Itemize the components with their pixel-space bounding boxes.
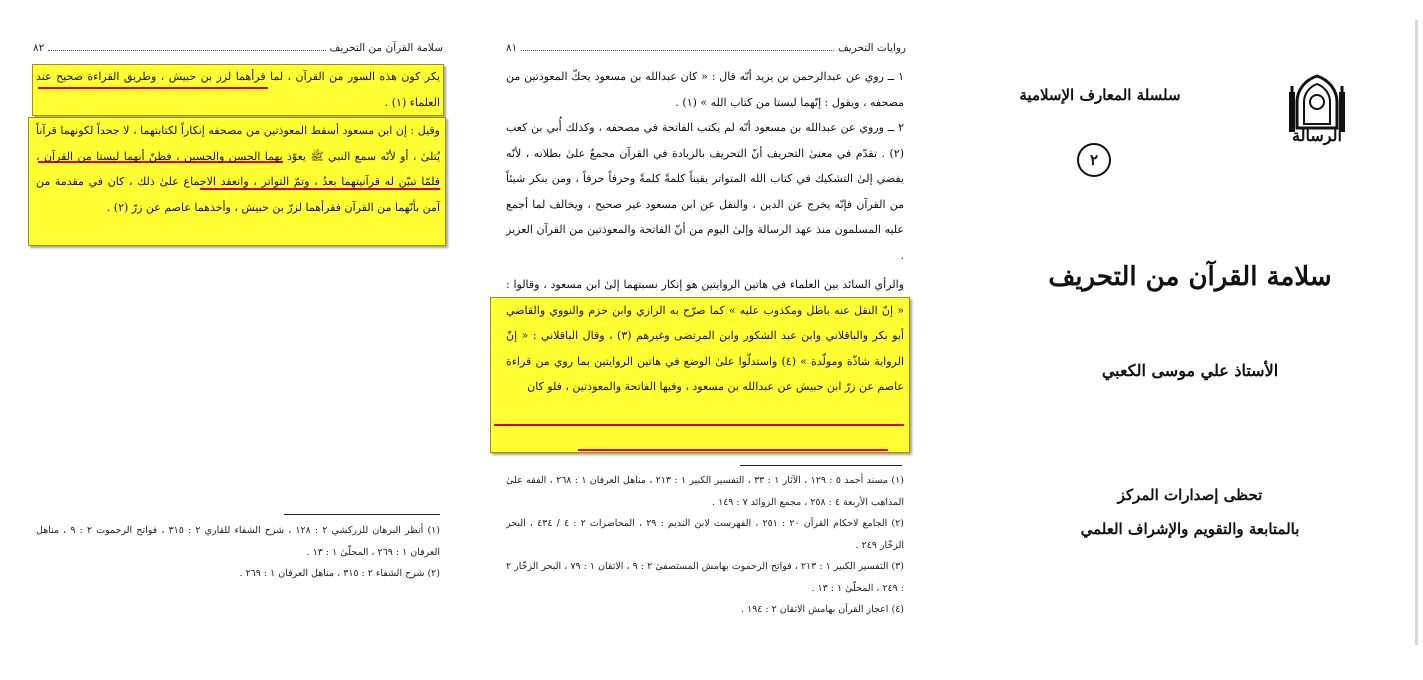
footnote: (٣) التفسير الكبير ١ : ٢١٣ ، فواتح الرحموت بهامش المستصفىٰ ٢ : ٩ ، الاتقان ١ : ٧٩ ، البحر الزخّار ٢ : ٢٤٩ ، المحلّىٰ ١ : ١٣ . (506, 561, 904, 594)
header-dots (48, 50, 325, 51)
middle-page-footnotes (506, 470, 904, 621)
left-page-title: سلامة القرآن من التحريف (329, 42, 443, 54)
footnote: (٢) شرح الشفاء ٢ : ٣١٥ ، مناهل العرفان ١ : ٢٦٩ . (239, 568, 440, 579)
left-page-footnotes (36, 520, 440, 585)
publisher-line-2: بالمتابعة والتقويم والإشراف العلمي (1080, 520, 1300, 538)
author-name: الأستاذ علي موسى الكعبي (1101, 361, 1279, 380)
book-title: سلامة القرآن من التحريف (1048, 262, 1332, 292)
footnote: (١) أنظر البرهان للزركشي ٢ : ١٢٨ ، شرح الشفاء للقاري ٢ : ٣١٥ ، فواتح الرحموت ٢ : ٩ ، مناهل العرفان ١ : ٢٦٩ ، المحلّىٰ ١ : ١٣ . (36, 525, 440, 558)
footnote-rule (284, 514, 440, 515)
scrollbar-track[interactable] (1415, 20, 1418, 645)
footnote: (٢) الجامع لاحكام القرآن ٢٠ : ٢٥١ ، الفهرست لابن النديم : ٢٩ ، المحاضرات ٢ : ٤ / ٤٣٤ ، البحر الزخّار ٢٤٩ . (506, 518, 904, 551)
footnote: (٤) اعجاز القرآن بهامش الاتقان ٢ : ١٩٤ . (741, 604, 904, 615)
logo-text: الرسالة (1292, 126, 1342, 145)
series-title: سلسلة المعارف الإسلامية (1019, 86, 1181, 104)
publisher-logo (1283, 72, 1351, 152)
paragraph: ١ ــ روي عن عبدالرحمن بن يزيد أنّه قال : « كان عبدالله بن مسعود يحكّ المعوذتين من مصحفه ، ويقول : إنّهما ليستا من كتاب الله » (١) . (506, 70, 904, 109)
series-number: ٢ (1089, 151, 1099, 169)
left-page-header (33, 42, 443, 54)
paragraph: وقيل : إن ابن مسعود أسقط المعوذتين من مصحفه إنكاراً لكتابتهما ، لا جحداً لكونهما قرآناً يُتلىٰ ، أو لأنّه سمع النبي ﷺ يعوّذ بهما الحسن والحسين ، فظنّ أنهما ليستا من القرآن ، فلمّا تبيّن له قرآنيتهما بعدُ ، وتمّ التواتر ، وانعقد الاجماع علىٰ ذلك ، كان في مقدمة من آمن بأنّهما من القرآن فقرأهما لزرّ بن حبيش ، وأخذهما عاصم عن زرّ (٢) . (36, 124, 440, 214)
middle-page-title: روايات التحريف (837, 42, 906, 54)
footnote: (١) مسند أحمد ٥ : ١٢٩ ، الآثار ١ : ٣٣ ، التفسير الكبير ١ : ٢١٣ ، مناهل العرفان ١ : ٢٦٨ ، الفقه علىٰ المذاهب الأربعة ٤ : ٢٥٨ ، مجمع الزوائد ٧ : ١٤٩ . (506, 475, 904, 508)
left-page-body (36, 64, 440, 220)
paragraph: ٢ ــ وروي عن عبدالله بن مسعود أنّه لم يكتب الفاتحة في مصحفه ، وكذلك أُبي بن كعب (٢) . تقدّم في معنىٰ التحريف أنّ التحريف بالزيادة في القرآن مجمعٌ علىٰ بطلانه ، لأنّه يفضي إلىٰ التشكيك في كتاب الله المتواتر يقيناً كلمةً كلمةً وحرفاً حرفاً ، ومن ينكر شيئاً من القرآن فإنّه يخرج عن الدين ، والنقل عن ابن مسعود غير صحيح ، ويخالف لما أجمع عليه المسلمون منذ عهد الرسالة وإلىٰ اليوم من أنّ الفاتحة والمعوذتين من القرآن العزيز . (506, 121, 904, 262)
paragraph: والرأي السائد بين العلماء في هاتين الروايتين هو إنكار نسبتهما إلىٰ ابن مسعود ، وقالوا : « إنّ النقل عنه باطل ومكذوب عليه » كما صرّح به الرازي وابن حزم والنووي والقاضي أبو بكر والباقلاني وابن عبد الشكور وابن المرتضى وغيرهم (٣) ، وقال الباقلاني : « إنّ الرواية شاذّة ومولّدة » (٤) واستدلّوا علىٰ الوضع في هاتين الروايتين بما روي من قراءة عاصم عن زرّ ابن حبيش عن عبدالله بن مسعود ، وفيها الفاتحة والمعوذتين ، فلو كان (506, 278, 904, 393)
paragraph: يكر كون هذه السور من القرآن ، لما قرأهما لزر بن حبيش ، وطريق القراءة صحيح عند العلماء (١) . (36, 70, 440, 109)
underline-4 (494, 424, 904, 426)
underline-5 (578, 449, 888, 451)
middle-page-number: ٨١ (506, 42, 518, 54)
middle-page-body (506, 64, 904, 400)
left-page-number: ٨٢ (33, 42, 45, 54)
header-dots (521, 50, 834, 51)
middle-page-header (506, 42, 906, 54)
publisher-line-1: تحظى إصدارات المركز (1117, 486, 1263, 504)
series-number-circle (1077, 143, 1111, 177)
footnote-rule (740, 465, 902, 466)
